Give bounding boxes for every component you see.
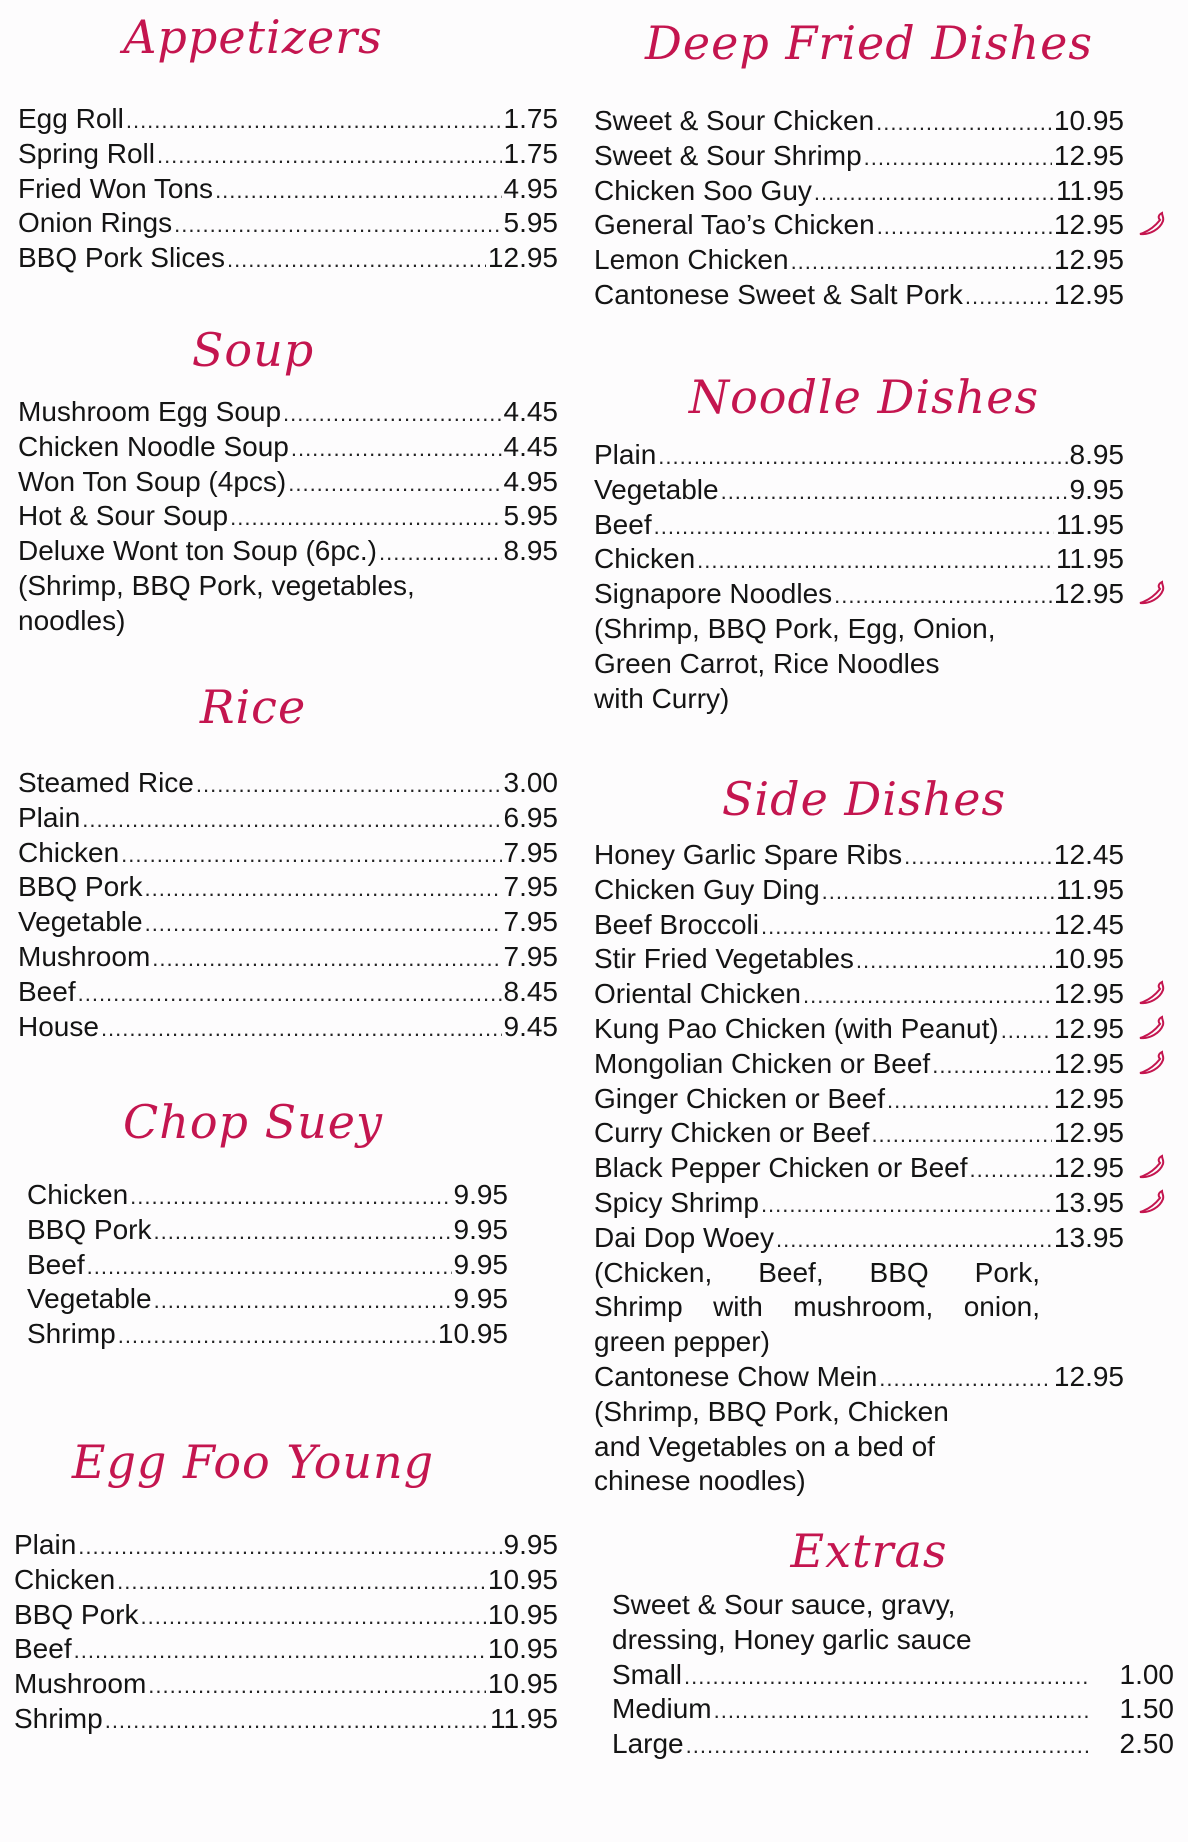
menu-item: Stir Fried Vegetables ..... 10.95 xyxy=(594,942,1124,977)
price: 8.45 xyxy=(503,975,558,1007)
side-dishes-list xyxy=(594,838,1124,1499)
menu-item: Beef Broccoli ..... 12.45 xyxy=(594,908,1124,943)
menu-item: Hot & Sour Soup ..... 5.95 xyxy=(18,499,558,534)
menu-item: Sweet & Sour Chicken ..... 10.95 xyxy=(594,104,1124,139)
price: 13.95 xyxy=(1053,1186,1124,1218)
menu-item: Vegetable ..... 9.95 xyxy=(594,473,1124,508)
price: 12.95 xyxy=(487,242,558,274)
price: 4.45 xyxy=(503,396,558,427)
menu-item: Chicken Guy Ding ..... 11.95 xyxy=(594,873,1124,908)
extras-heading: Extras xyxy=(790,1524,948,1578)
price: 12.95 xyxy=(1053,578,1124,610)
price: 2.50 xyxy=(1119,1728,1174,1760)
menu-item: House ..... 9.45 xyxy=(18,1010,558,1045)
menu-item: Signapore Noodles ..... 12.95 xyxy=(594,577,1124,612)
menu-item: General Tao’s Chicken ..... 12.95 xyxy=(594,208,1124,243)
price: 12.95 xyxy=(1053,1152,1124,1184)
chili-pepper-icon xyxy=(1136,1189,1166,1217)
item-description: (Shrimp, BBQ Pork, Egg, Onion, xyxy=(594,612,996,644)
price: 12.95 xyxy=(1053,978,1124,1010)
price: 11.95 xyxy=(1056,543,1124,575)
menu-item: Small ..... 1.00 xyxy=(612,1658,1174,1693)
price: 11.95 xyxy=(1056,508,1124,540)
menu-item: BBQ Pork ..... 9.95 xyxy=(27,1213,508,1248)
soup-heading: Soup xyxy=(191,323,315,377)
chili-pepper-icon xyxy=(1136,980,1166,1008)
menu-item: Fried Won Tons ..... 4.95 xyxy=(18,172,558,207)
menu-item: Deluxe Wont ton Soup (6pc.) ..... 8.95 xyxy=(18,534,558,569)
price: 1.50 xyxy=(1119,1693,1174,1725)
menu-item: Won Ton Soup (4pcs) ..... 4.95 xyxy=(18,465,558,500)
menu-item: Dai Dop Woey ..... 13.95 xyxy=(594,1221,1124,1256)
price: 7.95 xyxy=(503,906,558,938)
price: 1.00 xyxy=(1119,1658,1174,1690)
price: 9.95 xyxy=(1069,473,1124,505)
menu-item: Chicken Soo Guy ..... 11.95 xyxy=(594,174,1124,209)
item-description: (Shrimp, BBQ Pork, Chicken xyxy=(594,1395,949,1427)
noodle-dishes-heading: Noodle Dishes xyxy=(688,370,1040,424)
menu-item: Cantonese Chow Mein ..... 12.95 xyxy=(594,1360,1124,1395)
noodle-list xyxy=(594,438,1124,716)
price: 10.95 xyxy=(1053,943,1124,975)
price: 9.95 xyxy=(453,1213,508,1245)
item-description: noodles) xyxy=(18,604,126,636)
price: 1.75 xyxy=(503,103,558,134)
price: 6.95 xyxy=(503,801,558,833)
side-dishes-heading: Side Dishes xyxy=(721,772,1007,826)
egg-foo-young-list xyxy=(14,1528,558,1737)
menu-item: BBQ Pork Slices ..... 12.95 xyxy=(18,241,558,276)
menu-item: Honey Garlic Spare Ribs ..... 12.45 xyxy=(594,838,1124,873)
price: 12.95 xyxy=(1053,139,1124,171)
menu-item: Onion Rings ..... 5.95 xyxy=(18,206,558,241)
menu-item: Kung Pao Chicken (with Peanut) ..... 12.95 xyxy=(594,1012,1124,1047)
menu-item: Mushroom ..... 7.95 xyxy=(18,940,558,975)
menu-item: Plain ..... 8.95 xyxy=(594,438,1124,473)
item-description: Shrimp with mushroom, onion, xyxy=(594,1291,1040,1323)
price: 12.45 xyxy=(1053,839,1124,870)
item-description: green pepper) xyxy=(594,1326,770,1358)
price: 10.95 xyxy=(1053,105,1124,136)
price: 10.95 xyxy=(487,1563,558,1595)
price: 7.95 xyxy=(503,871,558,903)
chili-pepper-icon xyxy=(1136,1050,1166,1078)
chili-pepper-icon xyxy=(1136,1015,1166,1043)
price: 3.00 xyxy=(503,767,558,798)
price: 12.95 xyxy=(1053,278,1124,310)
appetizers-heading: Appetizers xyxy=(123,10,383,64)
menu-item: Shrimp ..... 11.95 xyxy=(14,1702,558,1737)
extras-list xyxy=(612,1588,1174,1762)
menu-item: Large ..... 2.50 xyxy=(612,1727,1174,1762)
price: 9.95 xyxy=(453,1283,508,1315)
chop-suey-heading: Chop Suey xyxy=(123,1095,383,1149)
price: 8.95 xyxy=(1069,439,1124,470)
menu-item: Chicken ..... 9.95 xyxy=(27,1178,508,1213)
price: 13.95 xyxy=(1053,1221,1124,1253)
menu-item: Plain ..... 6.95 xyxy=(18,801,558,836)
appetizers-list xyxy=(18,102,558,276)
price: 4.45 xyxy=(503,430,558,462)
price: 7.95 xyxy=(503,940,558,972)
price: 10.95 xyxy=(487,1598,558,1630)
item-description: with Curry) xyxy=(594,682,730,714)
price: 12.95 xyxy=(1053,1360,1124,1392)
chop-suey-list xyxy=(27,1178,508,1352)
chili-pepper-icon xyxy=(1136,1154,1166,1182)
price: 11.95 xyxy=(1056,174,1124,206)
price: 10.95 xyxy=(487,1668,558,1700)
menu-item: Mushroom ..... 10.95 xyxy=(14,1667,558,1702)
menu-item: Chicken ..... 10.95 xyxy=(14,1563,558,1598)
price: 8.95 xyxy=(503,535,558,567)
price: 5.95 xyxy=(503,207,558,239)
menu-item: BBQ Pork ..... 7.95 xyxy=(18,870,558,905)
price: 10.95 xyxy=(487,1633,558,1665)
menu-item: Mushroom Egg Soup ..... 4.45 xyxy=(18,395,558,430)
price: 10.95 xyxy=(437,1318,508,1350)
price: 9.95 xyxy=(453,1248,508,1280)
price: 12.95 xyxy=(1053,1012,1124,1044)
menu-item: Curry Chicken or Beef ..... 12.95 xyxy=(594,1116,1124,1151)
menu-item: Black Pepper Chicken or Beef ..... 12.95 xyxy=(594,1151,1124,1186)
egg-foo-young-heading: Egg Foo Young xyxy=(71,1435,435,1489)
menu-item: Chicken ..... 7.95 xyxy=(18,836,558,871)
menu-item: Beef ..... 9.95 xyxy=(27,1248,508,1283)
price: 5.95 xyxy=(503,500,558,532)
menu-item: Beef ..... 11.95 xyxy=(594,508,1124,543)
menu-item: Medium ..... 1.50 xyxy=(612,1692,1174,1727)
menu-item: Egg Roll ..... 1.75 xyxy=(18,102,558,137)
extras-description: Sweet & Sour sauce, gravy, xyxy=(612,1589,956,1620)
price: 7.95 xyxy=(503,836,558,868)
menu-item: Chicken Noodle Soup ..... 4.45 xyxy=(18,430,558,465)
menu-item: Vegetable ..... 9.95 xyxy=(27,1282,508,1317)
price: 12.95 xyxy=(1053,244,1124,276)
price: 12.45 xyxy=(1053,908,1124,940)
menu-item: Spring Roll ..... 1.75 xyxy=(18,137,558,172)
menu-item: Sweet & Sour Shrimp ..... 12.95 xyxy=(594,139,1124,174)
price: 12.95 xyxy=(1053,1047,1124,1079)
deep-fried-dishes-heading: Deep Fried Dishes xyxy=(645,16,1093,70)
menu-item: Spicy Shrimp ..... 13.95 xyxy=(594,1186,1124,1221)
menu-item: Beef ..... 10.95 xyxy=(14,1632,558,1667)
menu-item: Oriental Chicken ..... 12.95 xyxy=(594,977,1124,1012)
extras-description: dressing, Honey garlic sauce xyxy=(612,1623,972,1655)
item-description: (Chicken, Beef, BBQ Pork, xyxy=(594,1256,1040,1288)
menu-item: Mongolian Chicken or Beef ..... 12.95 xyxy=(594,1047,1124,1082)
menu-item: Steamed Rice ..... 3.00 xyxy=(18,766,558,801)
soup-list xyxy=(18,395,558,639)
menu-item: Beef ..... 8.45 xyxy=(18,975,558,1010)
item-description: Green Carrot, Rice Noodles xyxy=(594,647,940,679)
item-description: chinese noodles) xyxy=(594,1465,806,1497)
price: 11.95 xyxy=(490,1702,558,1734)
price: 11.95 xyxy=(1056,873,1124,905)
price: 9.95 xyxy=(503,1529,558,1560)
price: 9.45 xyxy=(503,1010,558,1042)
menu-item: Shrimp ..... 10.95 xyxy=(27,1317,508,1352)
item-description: and Vegetables on a bed of xyxy=(594,1430,935,1462)
chili-pepper-icon xyxy=(1136,211,1166,239)
deep-fried-list xyxy=(594,104,1124,313)
price: 12.95 xyxy=(1053,209,1124,241)
menu-item: Chicken ..... 11.95 xyxy=(594,542,1124,577)
item-description: (Shrimp, BBQ Pork, vegetables, xyxy=(18,569,415,601)
menu-item: Plain ..... 9.95 xyxy=(14,1528,558,1563)
price: 9.95 xyxy=(453,1179,508,1210)
price: 12.95 xyxy=(1053,1117,1124,1149)
menu-item: Cantonese Sweet & Salt Pork ..... 12.95 xyxy=(594,278,1124,313)
rice-list xyxy=(18,766,558,1044)
price: 1.75 xyxy=(503,137,558,169)
menu-item: Vegetable ..... 7.95 xyxy=(18,905,558,940)
price: 4.95 xyxy=(503,172,558,204)
menu-item: Ginger Chicken or Beef ..... 12.95 xyxy=(594,1082,1124,1117)
rice-heading: Rice xyxy=(199,680,307,734)
price: 4.95 xyxy=(503,465,558,497)
menu-item: BBQ Pork ..... 10.95 xyxy=(14,1598,558,1633)
menu-item: Lemon Chicken ..... 12.95 xyxy=(594,243,1124,278)
chili-pepper-icon xyxy=(1136,580,1166,608)
price: 12.95 xyxy=(1053,1082,1124,1114)
